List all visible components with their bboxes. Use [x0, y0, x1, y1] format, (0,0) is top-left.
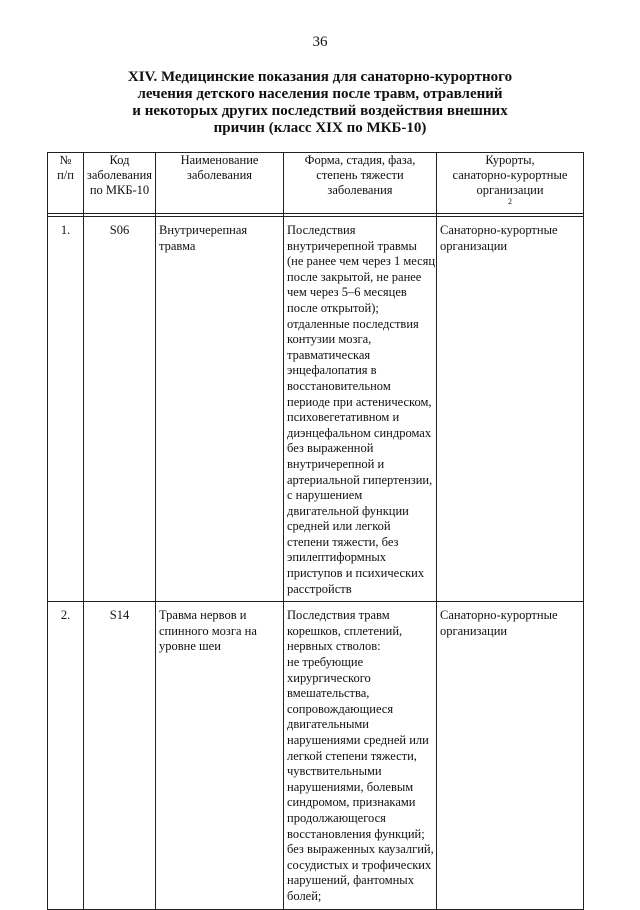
row-number: 2. [48, 602, 84, 909]
text-line: синдромом, признаками [287, 795, 416, 810]
text-line: периоде при астеническом, [287, 394, 432, 409]
text-line: без выраженной [287, 441, 374, 456]
text-line: вмешательства, [287, 686, 370, 701]
text-line: эпилептиформных [287, 550, 387, 565]
row-code: S14 [84, 602, 156, 909]
text-line: не требующие [287, 655, 364, 670]
text-line: Травма нервов и [159, 608, 247, 623]
table-row [48, 602, 584, 909]
header-num: № п/п [48, 153, 84, 214]
text-line: внутричерепной травмы [287, 238, 417, 253]
text-line: (не ранее чем через 1 месяц [287, 254, 436, 269]
row-resort [437, 602, 584, 909]
indications-table [47, 152, 584, 910]
text-line: нарушениями, болевым [287, 779, 414, 794]
text-line: с нарушением [287, 488, 363, 503]
text-line: легкой степени тяжести, [287, 748, 417, 763]
text-line: расстройств [287, 581, 352, 596]
text-line: двигательной функции [287, 503, 409, 518]
text-line: Внутричерепная [159, 223, 248, 237]
text-line: приступов и психических [287, 566, 425, 581]
header-code: Код заболевания по МКБ-10 [84, 153, 156, 214]
section-title-line: и некоторых других последствий воздействия внешних [132, 103, 508, 119]
text-line: восстановления функций; [287, 826, 425, 841]
row-resort [437, 217, 584, 602]
section-title-line: XIV. Медицинские показания для санаторно-курортного [127, 69, 513, 85]
text-line: травма [159, 238, 196, 253]
text-line: средней или легкой [287, 519, 391, 534]
text-line: сосудистых и трофических [287, 857, 432, 872]
header-name: Наименование заболевания [156, 153, 284, 214]
text-line: организации [440, 238, 508, 253]
text-line: диэнцефальном синдромах [287, 425, 432, 440]
text-line: двигательными [287, 717, 369, 732]
section-title-line: лечения детского населения после травм, отравлений [137, 86, 503, 102]
text-line: нарушениями средней или [287, 733, 429, 747]
text-line: продолжающегося [287, 810, 386, 825]
header-form: Форма, стадия, фаза, степень тяжести заболевания [284, 153, 437, 214]
page-number: 36 [312, 34, 328, 50]
text-line: нервных стволов: [287, 639, 381, 654]
text-line: организации [440, 623, 508, 638]
table-row [48, 217, 584, 602]
row-disease-form [284, 602, 437, 909]
text-line: корешков, сплетений, [287, 623, 403, 638]
row-disease-form [284, 217, 437, 602]
text-line: чувствительными [287, 764, 382, 779]
table-header-row [48, 153, 584, 214]
row-disease-name [156, 602, 284, 909]
row-number: 1. [48, 217, 84, 602]
text-line: травматическая [287, 347, 371, 362]
text-line: без выраженных каузалгий, [287, 842, 434, 857]
text-line: контузии мозга, [287, 332, 372, 347]
text-line: после открытой); [287, 300, 379, 315]
text-line: нарушений, фантомных [287, 873, 414, 888]
text-line: сопровождающиеся [287, 701, 394, 716]
header-resort: Курорты, санаторно-курортные организации $^2$ [437, 153, 584, 214]
text-line: внутричерепной и [287, 456, 385, 471]
text-line: энцефалопатия в [287, 363, 377, 378]
footnote-marker: 2 [508, 196, 512, 206]
text-line: болей; [287, 888, 322, 903]
text-line: Санаторно-курортные [440, 223, 558, 237]
text-line: артериальной гипертензии, [287, 472, 433, 487]
text-line: психовегетативном и [287, 410, 400, 425]
section-title-line: причин (класс XIX по МКБ-10) [213, 120, 427, 136]
text-line: уровне шеи [159, 639, 221, 654]
text-line: после закрытой, не ранее [287, 269, 422, 284]
row-disease-name [156, 217, 284, 602]
text-line: хирургического [287, 670, 371, 685]
text-line: степени тяжести, без [287, 534, 399, 549]
text-line: спинного мозга на [159, 623, 257, 638]
text-line: отдаленные последствия [287, 316, 419, 331]
text-line: чем через 5–6 месяцев [287, 285, 407, 300]
row-code: S06 [84, 217, 156, 602]
text-line: Последствия травм [287, 608, 390, 623]
text-line: Последствия [287, 223, 356, 237]
text-line: Санаторно-курортные [440, 608, 558, 623]
text-line: восстановительном [287, 378, 391, 393]
section-title [80, 69, 560, 137]
